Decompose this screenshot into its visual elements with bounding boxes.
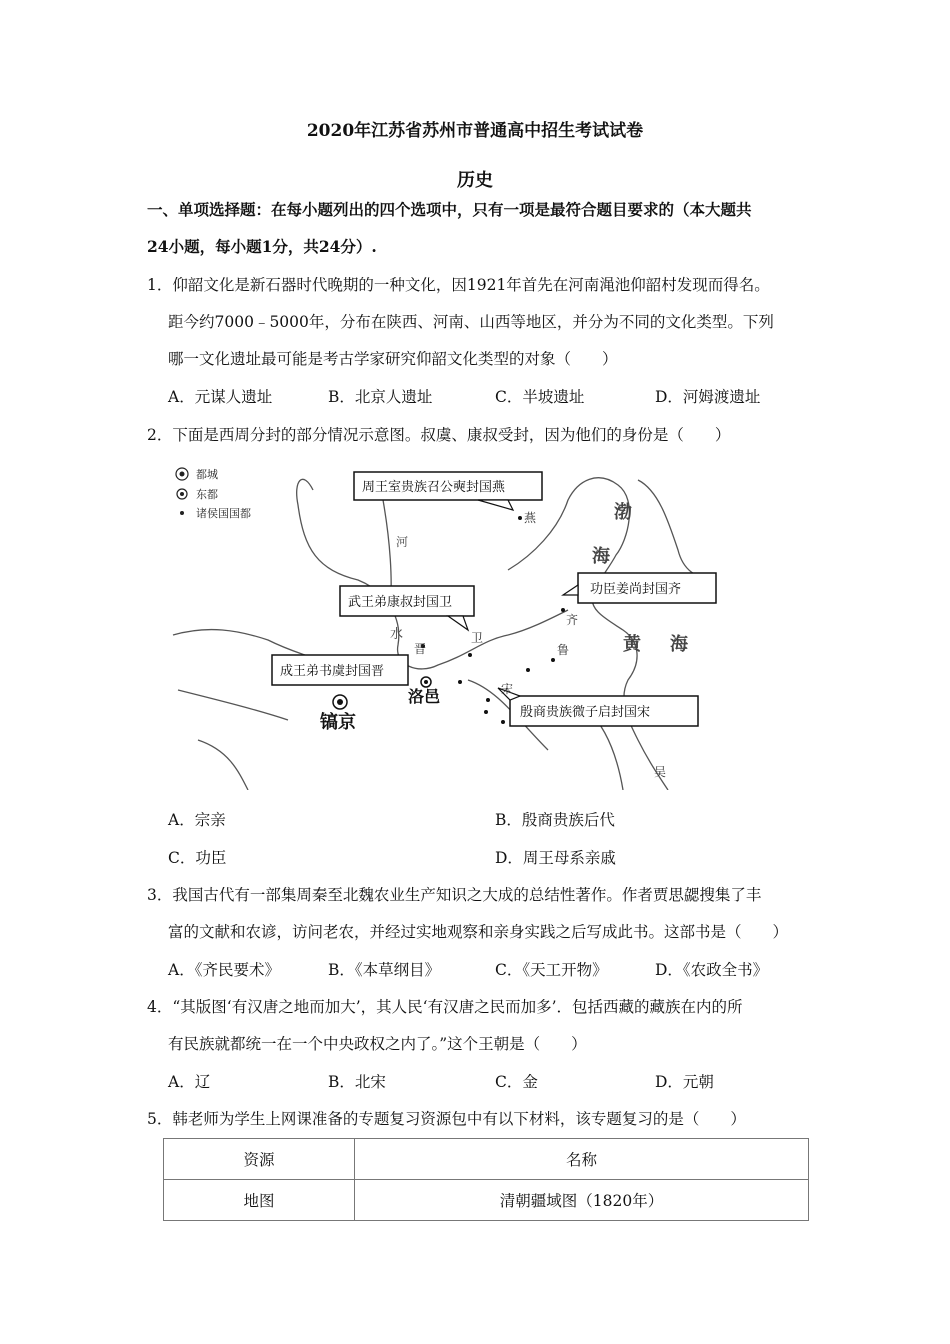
q2-option-c: C．功臣 [168,849,227,867]
legend-capital: 都城 [196,468,218,481]
q1-option-c: C．半坡遗址 [495,388,585,406]
q1-option-a: A．元谋人遗址 [168,388,273,406]
water-he: 河 [396,535,409,549]
q3-option-c: C．《天工开物》 [495,961,608,979]
q2-option-d: D．周王母系亲戚 [495,849,616,867]
q2-option-a: A．宗亲 [168,811,226,829]
section-instruction-line1: 一、单项选择题：在每小题列出的四个选项中，只有一项是最符合题目要求的（本大题共 [147,200,752,219]
table-cell: 清朝疆域图（1820年） [355,1180,809,1221]
water-bo: 渤 [614,502,632,523]
legend-vassal-capital: 诸侯国国都 [196,507,251,520]
box-qi: 功臣姜尚封国齐 [590,582,682,597]
q1-option-b: B．北京人遗址 [328,388,433,406]
box-yan: 周王室贵族召公奭封国燕 [362,480,506,495]
table-header-name: 名称 [355,1139,809,1180]
q1-option-d: D．河姆渡遗址 [655,388,761,406]
q4-line2: 有民族就都统一在一个中央政权之内了。”这个王朝是（ ） [168,1035,587,1053]
city-haojing: 镐京 [320,712,356,733]
q1-line1: 1．仰韶文化是新石器时代晚期的一种文化，因1921年首先在河南渑池仰韶村发现而得名。 [147,276,770,294]
western-zhou-enfeoffment-map [168,460,718,790]
water-shui: 水 [390,627,404,642]
place-qi: 齐 [566,613,579,627]
q5-line1: 5．韩老师为学生上网课准备的专题复习资源包中有以下材料，该专题复习的是（ ） [147,1110,746,1128]
q3-option-b: B．《本草纲目》 [328,961,441,979]
q4-line1: 4．“其版图‘有汉唐之地而加大’，其人民‘有汉唐之民而加多’．包括西藏的藏族在内的所 [147,998,743,1016]
section-instruction-line2: 24小题，每小题1分，共24分）. [147,237,377,256]
place-song: 宋 [501,682,514,696]
q3-line2: 富的文献和农谚，访问老农，并经过实地观察和亲身实践之后写成此书。这部书是（ ） [168,923,789,941]
table-cell: 地图 [164,1180,355,1221]
q3-line1: 3．我国古代有一部集周秦至北魏农业生产知识之大成的总结性著作。作者贾思勰搜集了丰 [147,886,762,904]
q4-option-a: A．辽 [168,1073,211,1091]
subject-heading: 历史 [457,170,493,191]
vassal-capital-icon [180,511,184,515]
resource-table [163,1138,809,1221]
q4-option-b: B．北宋 [328,1073,386,1091]
place-wu: 吴 [654,765,667,779]
q1-line2: 距今约7000﹣5000年，分布在陕西、河南、山西等地区，并分为不同的文化类型。下列 [168,313,774,331]
water-hai1: 海 [592,546,610,567]
water-hai2: 海 [670,634,688,655]
place-lu: 鲁 [557,643,570,657]
q2-line1: 2．下面是西周分封的部分情况示意图。叔虞、康叔受封，因为他们的身份是（ ） [147,426,731,444]
place-yan: 燕 [524,511,537,525]
q1-line3: 哪一文化遗址最可能是考古学家研究仰韶文化类型的对象（ ） [168,350,618,368]
q3-option-d: D．《农政全书》 [655,961,769,979]
q4-option-d: D．元朝 [655,1073,714,1091]
water-huang: 黄 [623,634,641,655]
q2-option-b: B．殷商贵族后代 [495,811,615,829]
table-header-row [164,1139,809,1180]
place-jin: 晋 [414,642,427,656]
city-luoyi: 洛邑 [408,687,441,706]
q3-option-a: A．《齐民要术》 [168,961,280,979]
box-wei: 武王弟康叔封国卫 [348,595,453,610]
q4-option-c: C．金 [495,1073,538,1091]
place-wei: 卫 [471,631,484,645]
legend-eastern-capital: 东都 [196,488,218,501]
exam-title: 2020年江苏省苏州市普通高中招生考试试卷 [306,121,644,141]
box-song: 殷商贵族微子启封国宋 [520,705,651,720]
box-jin: 成王弟书虞封国晋 [280,664,385,679]
table-header-resource: 资源 [164,1139,355,1180]
table-row [164,1180,809,1221]
